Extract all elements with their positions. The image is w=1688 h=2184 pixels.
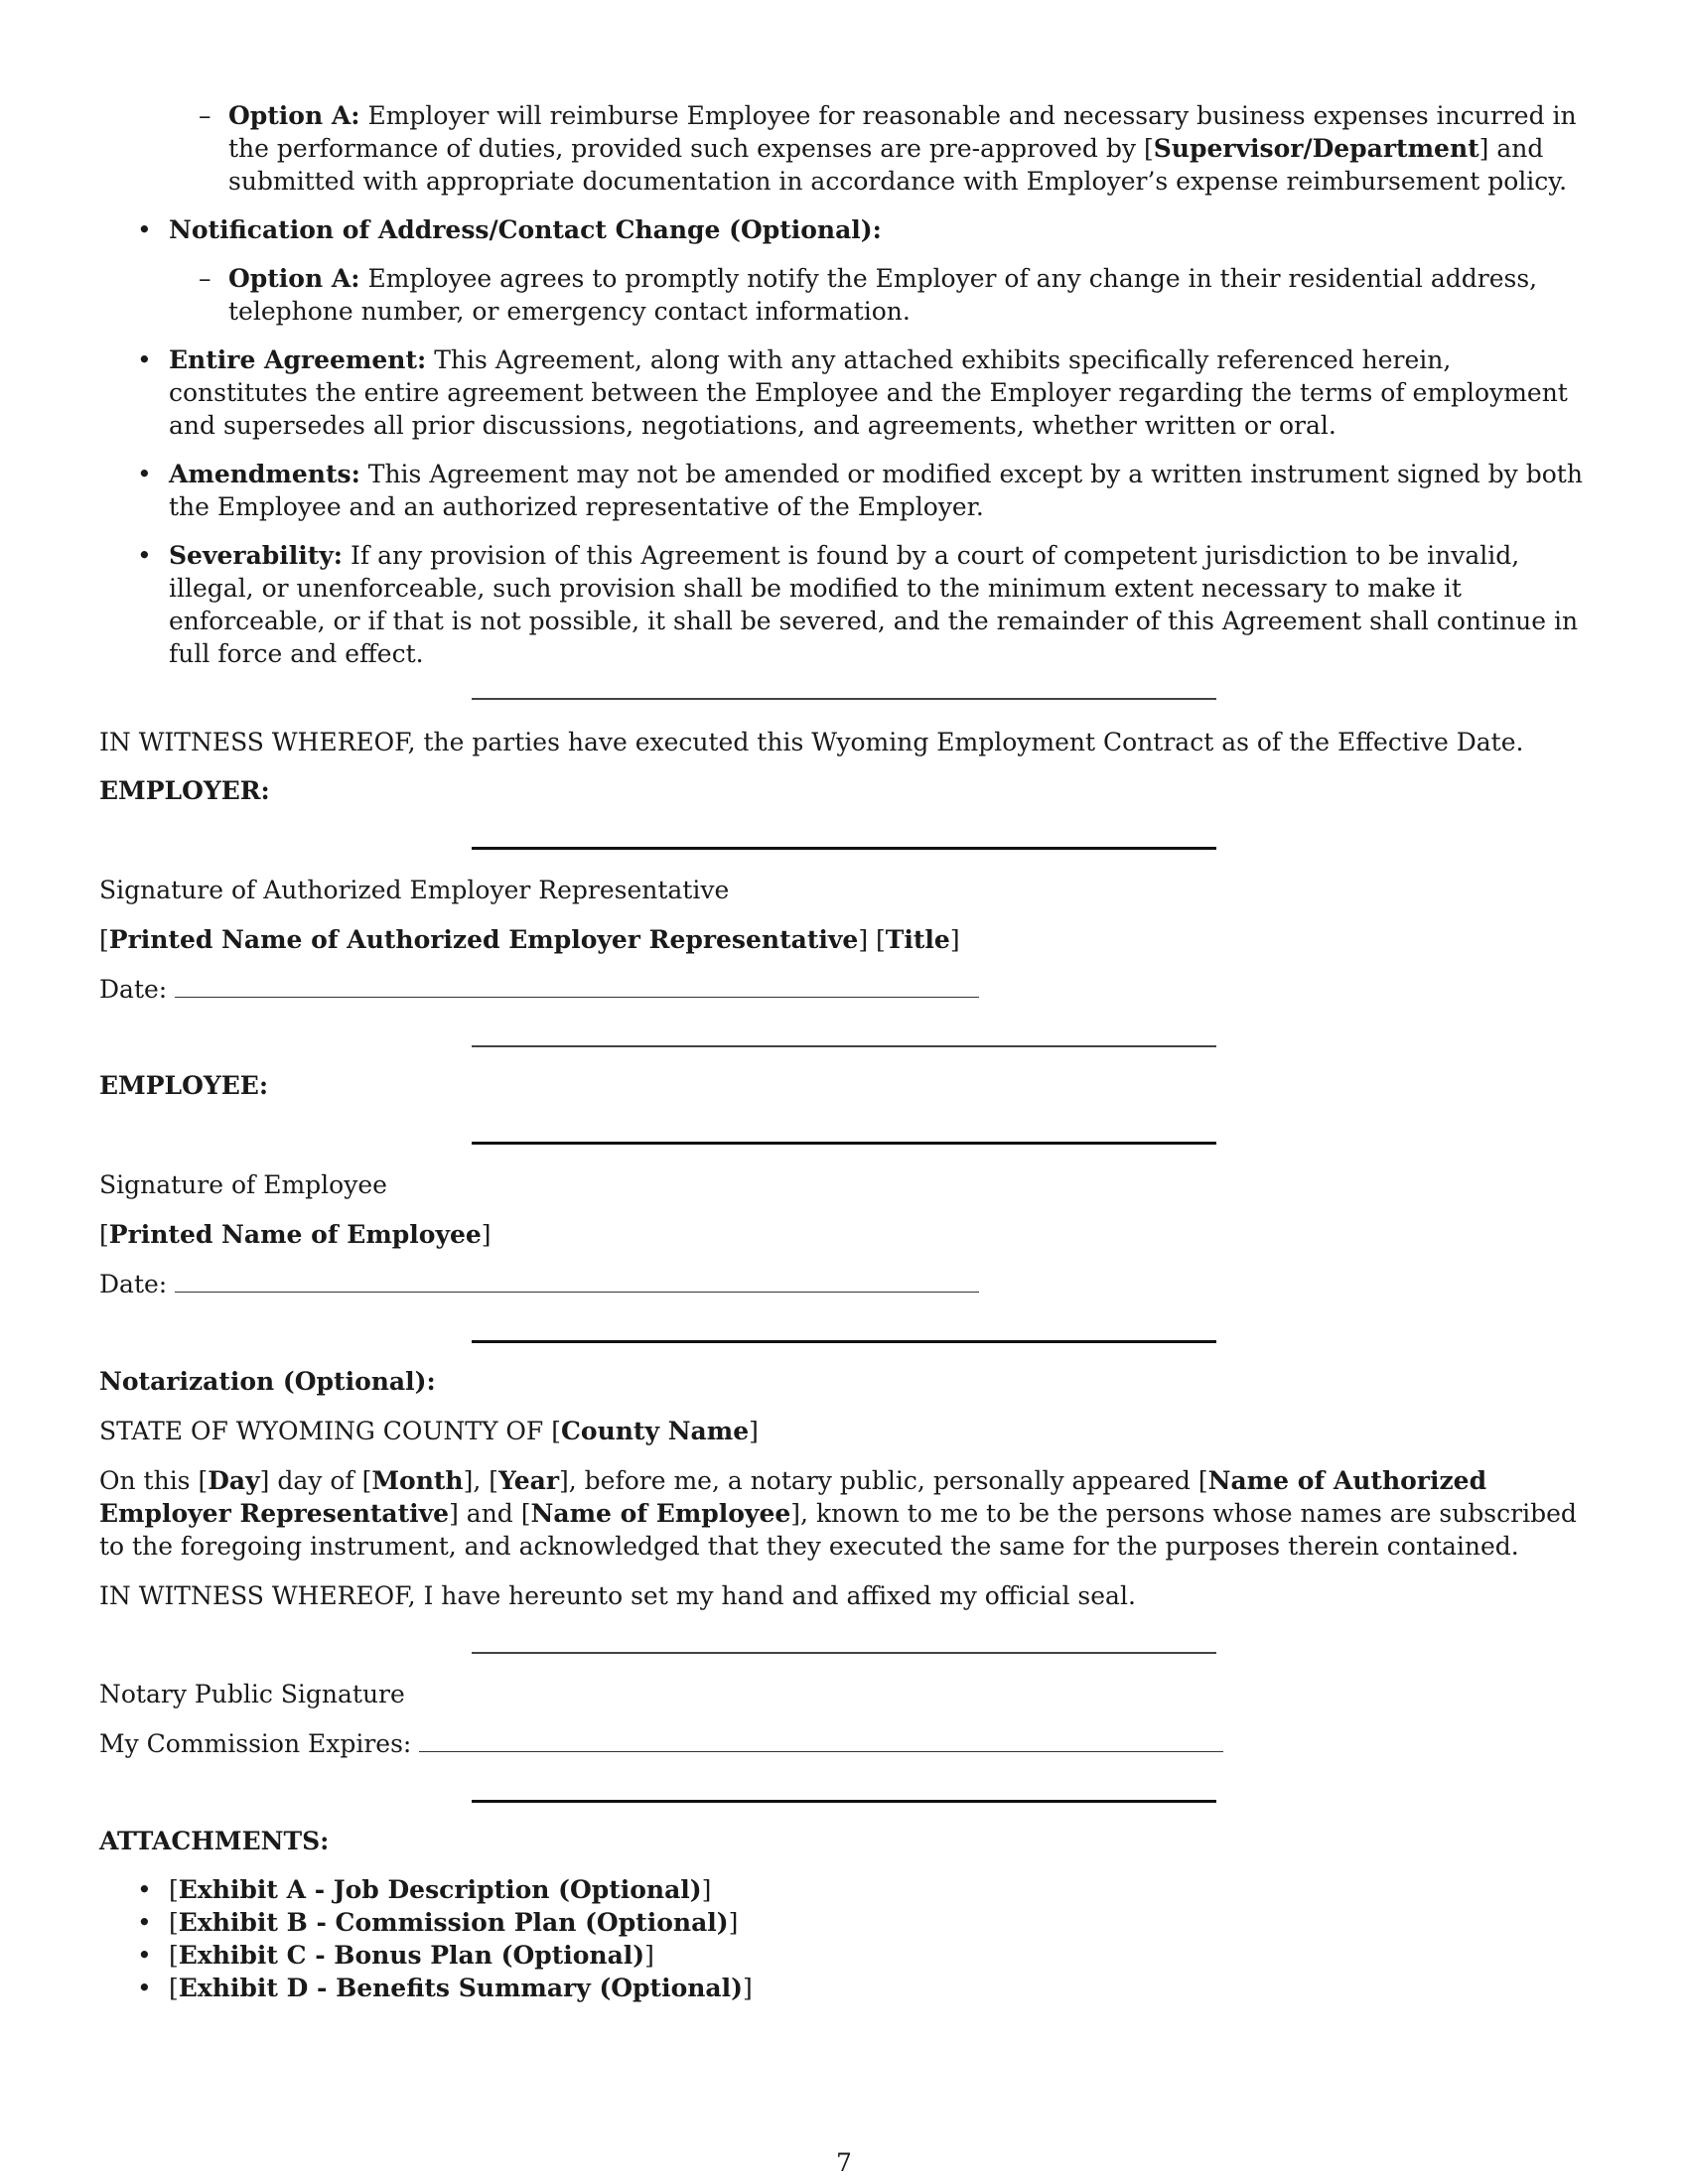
bullet-dot: •	[137, 541, 152, 570]
day-placeholder: Day	[208, 1466, 260, 1495]
commission-line	[99, 1727, 1589, 1760]
employer-date-field[interactable]	[175, 975, 979, 998]
month-placeholder: Month	[371, 1466, 464, 1495]
dash-bullet: –	[199, 264, 211, 293]
notification-option-item	[169, 262, 1589, 328]
bullet-dot: •	[137, 460, 152, 488]
bullet-dot: •	[137, 1974, 152, 2002]
attachments-list	[99, 1873, 1589, 2004]
commission-expires-field[interactable]	[419, 1729, 1223, 1752]
year-placeholder: Year	[498, 1466, 559, 1495]
employee-printed-name-line: [Printed Name of Employee]	[99, 1220, 492, 1249]
attachment-item: • [Exhibit C - Bonus Plan (Optional)]	[137, 1941, 654, 1970]
clause-text: This Agreement, along with any attached exhibits specifically referenced herein, constitutes the entire agreement between the Employee and the Employer regarding the terms of employment and supersedes all prior discussions, negotiations, and agreements, whether written or oral.	[169, 345, 1568, 440]
clause-title: Entire Agreement:	[169, 345, 427, 374]
employee-heading: EMPLOYEE:	[99, 1071, 269, 1100]
rep-name-placeholder: Name of Authorized Employer Representative	[99, 1466, 1487, 1528]
notary-state-county: STATE OF WYOMING COUNTY OF [County Name]	[99, 1417, 759, 1445]
witness-statement: IN WITNESS WHEREOF, the parties have executed this Wyoming Employment Contract as of the Effective Date.	[99, 728, 1524, 756]
option-text: Employee agrees to promptly notify the Employer of any change in their residential address, telephone number, or emergency contact information.	[228, 264, 1538, 326]
employer-signature-label: Signature of Authorized Employer Representative	[99, 876, 730, 904]
section-divider	[472, 698, 1216, 700]
section-divider	[472, 1045, 1216, 1047]
clause-title: Severability:	[169, 541, 344, 570]
employer-printed-name: Printed Name of Authorized Employer Representative	[108, 925, 859, 954]
page-number: 7	[836, 2148, 852, 2177]
clause-entire-agreement	[99, 343, 1589, 442]
section-divider	[472, 1340, 1216, 1343]
clauses-list	[99, 213, 1589, 670]
expense-option-item: – Option A: Employer will reimburse Employee for reasonable and necessary business expenses incurred in the performance of duties, provided such expenses are pre-approved by [Supervisor/Department] and submitted with appropriate documentation in accordance with Employer’s expense reimbursement policy.	[199, 101, 1577, 196]
employee-date-line	[99, 1268, 1589, 1300]
clause-severability	[99, 539, 1589, 670]
expense-option-list	[99, 99, 1589, 198]
bullet-dot: •	[137, 1941, 152, 1970]
notary-acknowledgment: On this [Day] day of [Month], [Year], before me, a notary public, personally appeared [Name of Authorized Employer Representative] and [Name of Employee], known to me to be the persons whose names are subscribed to the foregoing instrument, and acknowledged that they executed the same for the purposes therein contained.	[99, 1466, 1577, 1561]
option-text-end: and submitted with appropriate documentation in accordance with Employer’s expense reimbursement policy.	[228, 134, 1568, 196]
employer-signature-line[interactable]	[472, 847, 1216, 850]
employee-printed-name: Printed Name of Employee	[108, 1220, 482, 1249]
clause-title: Amendments:	[169, 460, 360, 488]
option-text: Employer will reimburse Employee for reasonable and necessary business expenses incurred in the performance of duties, provided such expenses are pre-approved by	[228, 101, 1577, 163]
bullet-dot: •	[137, 345, 152, 374]
employee-signature-label: Signature of Employee	[99, 1170, 387, 1199]
state-text: STATE OF WYOMING COUNTY OF	[99, 1417, 552, 1445]
date-label: Date:	[99, 1270, 168, 1298]
option-label: Option A:	[228, 264, 360, 293]
employer-title: Title	[885, 925, 950, 954]
employee-date-field[interactable]	[175, 1270, 979, 1293]
commission-label: My Commission Expires:	[99, 1729, 412, 1758]
attachment-item: • [Exhibit D - Benefits Summary (Optional)]	[137, 1974, 753, 2002]
bullet-dot: •	[137, 215, 152, 244]
document-page	[99, 99, 1589, 2004]
date-label: Date:	[99, 975, 168, 1004]
attachments-heading: ATTACHMENTS:	[99, 1827, 330, 1855]
clause-text: If any provision of this Agreement is found by a court of competent jurisdiction to be invalid, illegal, or unenforceable, such provision shall be modified to the minimum extent necessary to make it enforceable, or if that is not possible, it shall be severed, and the remainder of this Agreement shall continue in full force and effect.	[169, 541, 1579, 668]
option-label: Option A:	[228, 101, 360, 130]
notary-witness: IN WITNESS WHEREOF, I have hereunto set my hand and affixed my official seal.	[99, 1581, 1136, 1610]
attachment-item: • [Exhibit A - Job Description (Optional)]	[137, 1875, 712, 1904]
attachment-item: • [Exhibit B - Commission Plan (Optional)]	[137, 1908, 739, 1937]
section-divider	[472, 1800, 1216, 1803]
notification-options	[169, 262, 1589, 328]
bullet-dot: •	[137, 1908, 152, 1937]
employer-printed-name-line: [Printed Name of Authorized Employer Representative] [Title]	[99, 925, 960, 954]
bullet-dot: •	[137, 1875, 152, 1904]
notarization-heading: Notarization (Optional):	[99, 1367, 436, 1396]
clause-title: Notification of Address/Contact Change (Optional):	[169, 215, 882, 244]
clause-text: This Agreement may not be amended or modified except by a written instrument signed by both the Employee and an authorized representative of the Employer.	[169, 460, 1583, 521]
employer-heading: EMPLOYER:	[99, 776, 270, 805]
employee-signature-line[interactable]	[472, 1142, 1216, 1145]
notary-signature-label: Notary Public Signature	[99, 1680, 405, 1708]
employer-date-line	[99, 973, 1589, 1006]
emp-name-placeholder: Name of Employee	[530, 1499, 791, 1528]
clause-amendments	[99, 458, 1589, 523]
clause-notification	[99, 213, 1589, 328]
dash-bullet: –	[199, 101, 211, 130]
county-placeholder: County Name	[561, 1417, 750, 1445]
notary-signature-line[interactable]	[472, 1652, 1216, 1654]
supervisor-placeholder: Supervisor/Department	[1153, 134, 1479, 163]
